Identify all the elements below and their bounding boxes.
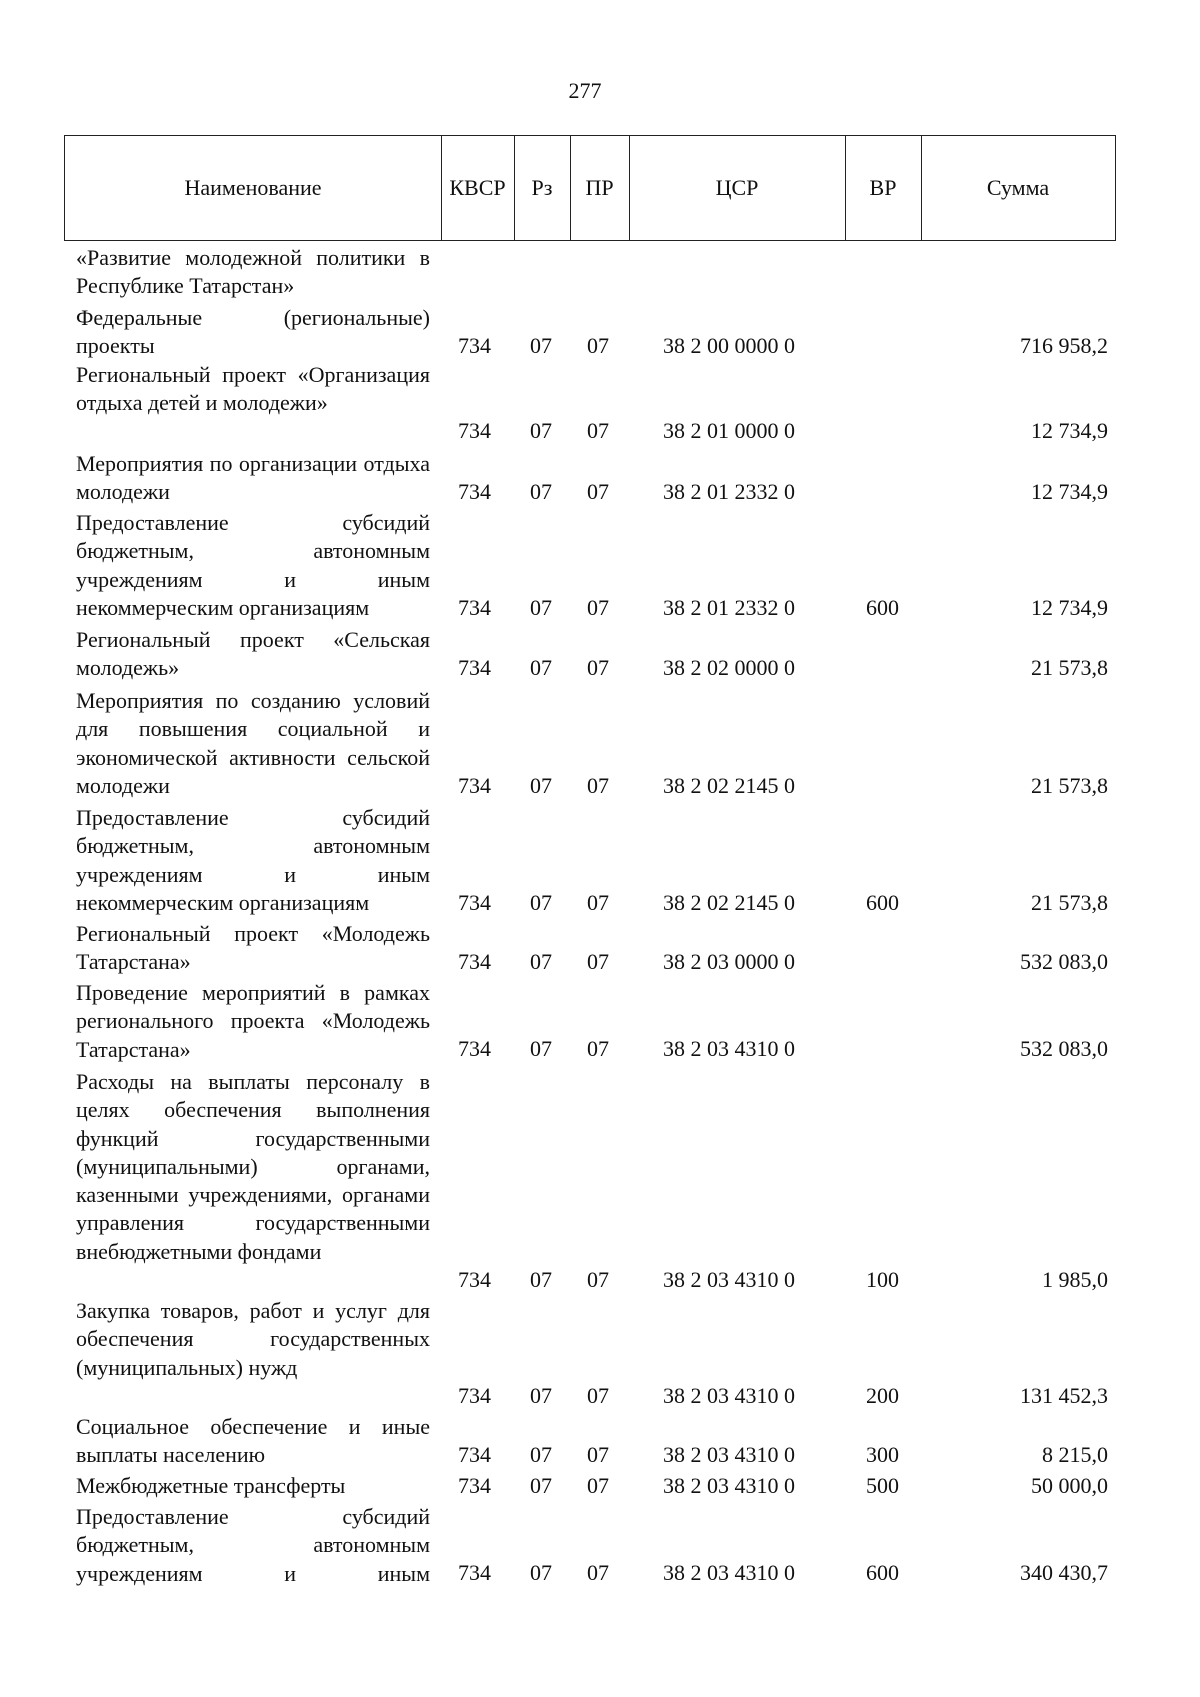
row-sum: 12 734,9 — [1031, 595, 1108, 620]
row-name: Предоставление субсидий бюджетным, автономным учреждениям и иным — [76, 1504, 430, 1586]
row-vr: 600 — [866, 1560, 899, 1585]
row-sum: 12 734,9 — [1031, 418, 1108, 443]
row-pr: 07 — [587, 479, 609, 504]
row-kvsr: 734 — [458, 479, 491, 504]
row-kvsr: 734 — [458, 1036, 491, 1061]
row-kvsr: 734 — [458, 1560, 491, 1585]
row-pr: 07 — [587, 949, 609, 974]
row-csr: 38 2 03 4310 0 — [663, 1383, 795, 1408]
row-kvsr: 734 — [458, 655, 491, 680]
row-kvsr: 734 — [458, 949, 491, 974]
row-csr: 38 2 03 0000 0 — [663, 949, 795, 974]
row-csr: 38 2 02 0000 0 — [663, 655, 795, 680]
row-sum: 21 573,8 — [1031, 773, 1108, 798]
row-csr: 38 2 01 0000 0 — [663, 418, 795, 443]
row-sum: 21 573,8 — [1031, 655, 1108, 680]
row-rz: 07 — [530, 1560, 552, 1585]
row-csr: 38 2 03 4310 0 — [663, 1267, 795, 1292]
row-pr: 07 — [587, 595, 609, 620]
row-pr: 07 — [587, 333, 609, 358]
row-vr: 200 — [866, 1383, 899, 1408]
row-name: Проведение мероприятий в рамках регионального проекта «Молодежь Татарстана» — [76, 980, 430, 1062]
header-kvsr: КВСР — [449, 175, 506, 200]
row-rz: 07 — [530, 1442, 552, 1467]
row-sum: 21 573,8 — [1031, 890, 1108, 915]
row-rz: 07 — [530, 773, 552, 798]
row-kvsr: 734 — [458, 595, 491, 620]
row-vr: 100 — [866, 1267, 899, 1292]
header-sum: Сумма — [986, 175, 1050, 200]
row-csr: 38 2 01 2332 0 — [663, 595, 795, 620]
row-csr: 38 2 03 4310 0 — [663, 1036, 795, 1061]
row-vr: 600 — [866, 595, 899, 620]
row-rz: 07 — [530, 479, 552, 504]
header-vr: ВР — [869, 175, 897, 200]
row-kvsr: 734 — [458, 333, 491, 358]
row-name: Межбюджетные трансферты — [76, 1473, 346, 1498]
row-csr: 38 2 03 4310 0 — [663, 1442, 795, 1467]
row-rz: 07 — [530, 418, 552, 443]
row-name: Региональный проект «Организация отдыха детей и молодежи» — [76, 362, 430, 416]
row-name: Региональный проект «Сельская молодежь» — [76, 627, 430, 681]
row-rz: 07 — [530, 333, 552, 358]
row-sum: 131 452,3 — [1020, 1383, 1108, 1408]
row-name: Мероприятия по созданию условий для повышения социальной и экономической активности сельской молодежи — [76, 688, 430, 798]
row-sum: 12 734,9 — [1031, 479, 1108, 504]
row-kvsr: 734 — [458, 1442, 491, 1467]
row-pr: 07 — [587, 773, 609, 798]
header-name: Наименование — [184, 175, 322, 200]
row-kvsr: 734 — [458, 1383, 491, 1408]
row-name: Региональный проект «Молодежь Татарстана» — [76, 921, 430, 975]
row-rz: 07 — [530, 1383, 552, 1408]
row-pr: 07 — [587, 1473, 609, 1498]
row-pr: 07 — [587, 1560, 609, 1585]
row-rz: 07 — [530, 890, 552, 915]
header-rz: Рз — [531, 175, 553, 200]
row-sum: 340 430,7 — [1020, 1560, 1108, 1585]
row-name: Закупка товаров, работ и услуг для обеспечения государственных (муниципальных) нужд — [76, 1298, 430, 1380]
row-pr: 07 — [587, 655, 609, 680]
row-pr: 07 — [587, 1383, 609, 1408]
row-vr: 600 — [866, 890, 899, 915]
row-pr: 07 — [587, 418, 609, 443]
page-number: 277 — [568, 78, 602, 103]
row-sum: 8 215,0 — [1042, 1442, 1108, 1467]
row-pr: 07 — [587, 1036, 609, 1061]
row-kvsr: 734 — [458, 1267, 491, 1292]
row-kvsr: 734 — [458, 1473, 491, 1498]
row-csr: 38 2 01 2332 0 — [663, 479, 795, 504]
row-sum: 50 000,0 — [1031, 1473, 1108, 1498]
row-kvsr: 734 — [458, 773, 491, 798]
row-name: Предоставление субсидий бюджетным, автономным учреждениям и иным некоммерческим организациям — [76, 805, 430, 915]
row-name: Расходы на выплаты персоналу в целях обеспечения выполнения функций государственными (муниципальными) органами, казенными учреждениями, органами управления государственными внебюджетными фондами — [76, 1069, 430, 1264]
row-sum: 532 083,0 — [1020, 949, 1108, 974]
row-kvsr: 734 — [458, 890, 491, 915]
row-kvsr: 734 — [458, 418, 491, 443]
row-rz: 07 — [530, 949, 552, 974]
row-vr: 300 — [866, 1442, 899, 1467]
row-pr: 07 — [587, 1267, 609, 1292]
row-rz: 07 — [530, 1036, 552, 1061]
row-name: Мероприятия по организации отдыха молодежи — [76, 451, 430, 505]
row-pr: 07 — [587, 1442, 609, 1467]
row-name: «Развитие молодежной политики в Республике Татарстан» — [76, 245, 430, 299]
row-sum: 1 985,0 — [1042, 1267, 1108, 1292]
row-sum: 716 958,2 — [1020, 333, 1108, 358]
row-csr: 38 2 03 4310 0 — [663, 1560, 795, 1585]
row-sum: 532 083,0 — [1020, 1036, 1108, 1061]
row-rz: 07 — [530, 1473, 552, 1498]
row-csr: 38 2 02 2145 0 — [663, 773, 795, 798]
row-name: Социальное обеспечение и иные выплаты населению — [76, 1414, 430, 1468]
header-csr: ЦСР — [715, 175, 759, 200]
row-rz: 07 — [530, 595, 552, 620]
row-pr: 07 — [587, 890, 609, 915]
row-rz: 07 — [530, 1267, 552, 1292]
row-csr: 38 2 00 0000 0 — [663, 333, 795, 358]
row-name: Предоставление субсидий бюджетным, автономным учреждениям и иным некоммерческим организациям — [76, 510, 430, 620]
row-rz: 07 — [530, 655, 552, 680]
row-csr: 38 2 03 4310 0 — [663, 1473, 795, 1498]
row-name: Федеральные (региональные) проекты — [76, 305, 430, 359]
row-vr: 500 — [866, 1473, 899, 1498]
row-csr: 38 2 02 2145 0 — [663, 890, 795, 915]
header-pr: ПР — [585, 175, 614, 200]
